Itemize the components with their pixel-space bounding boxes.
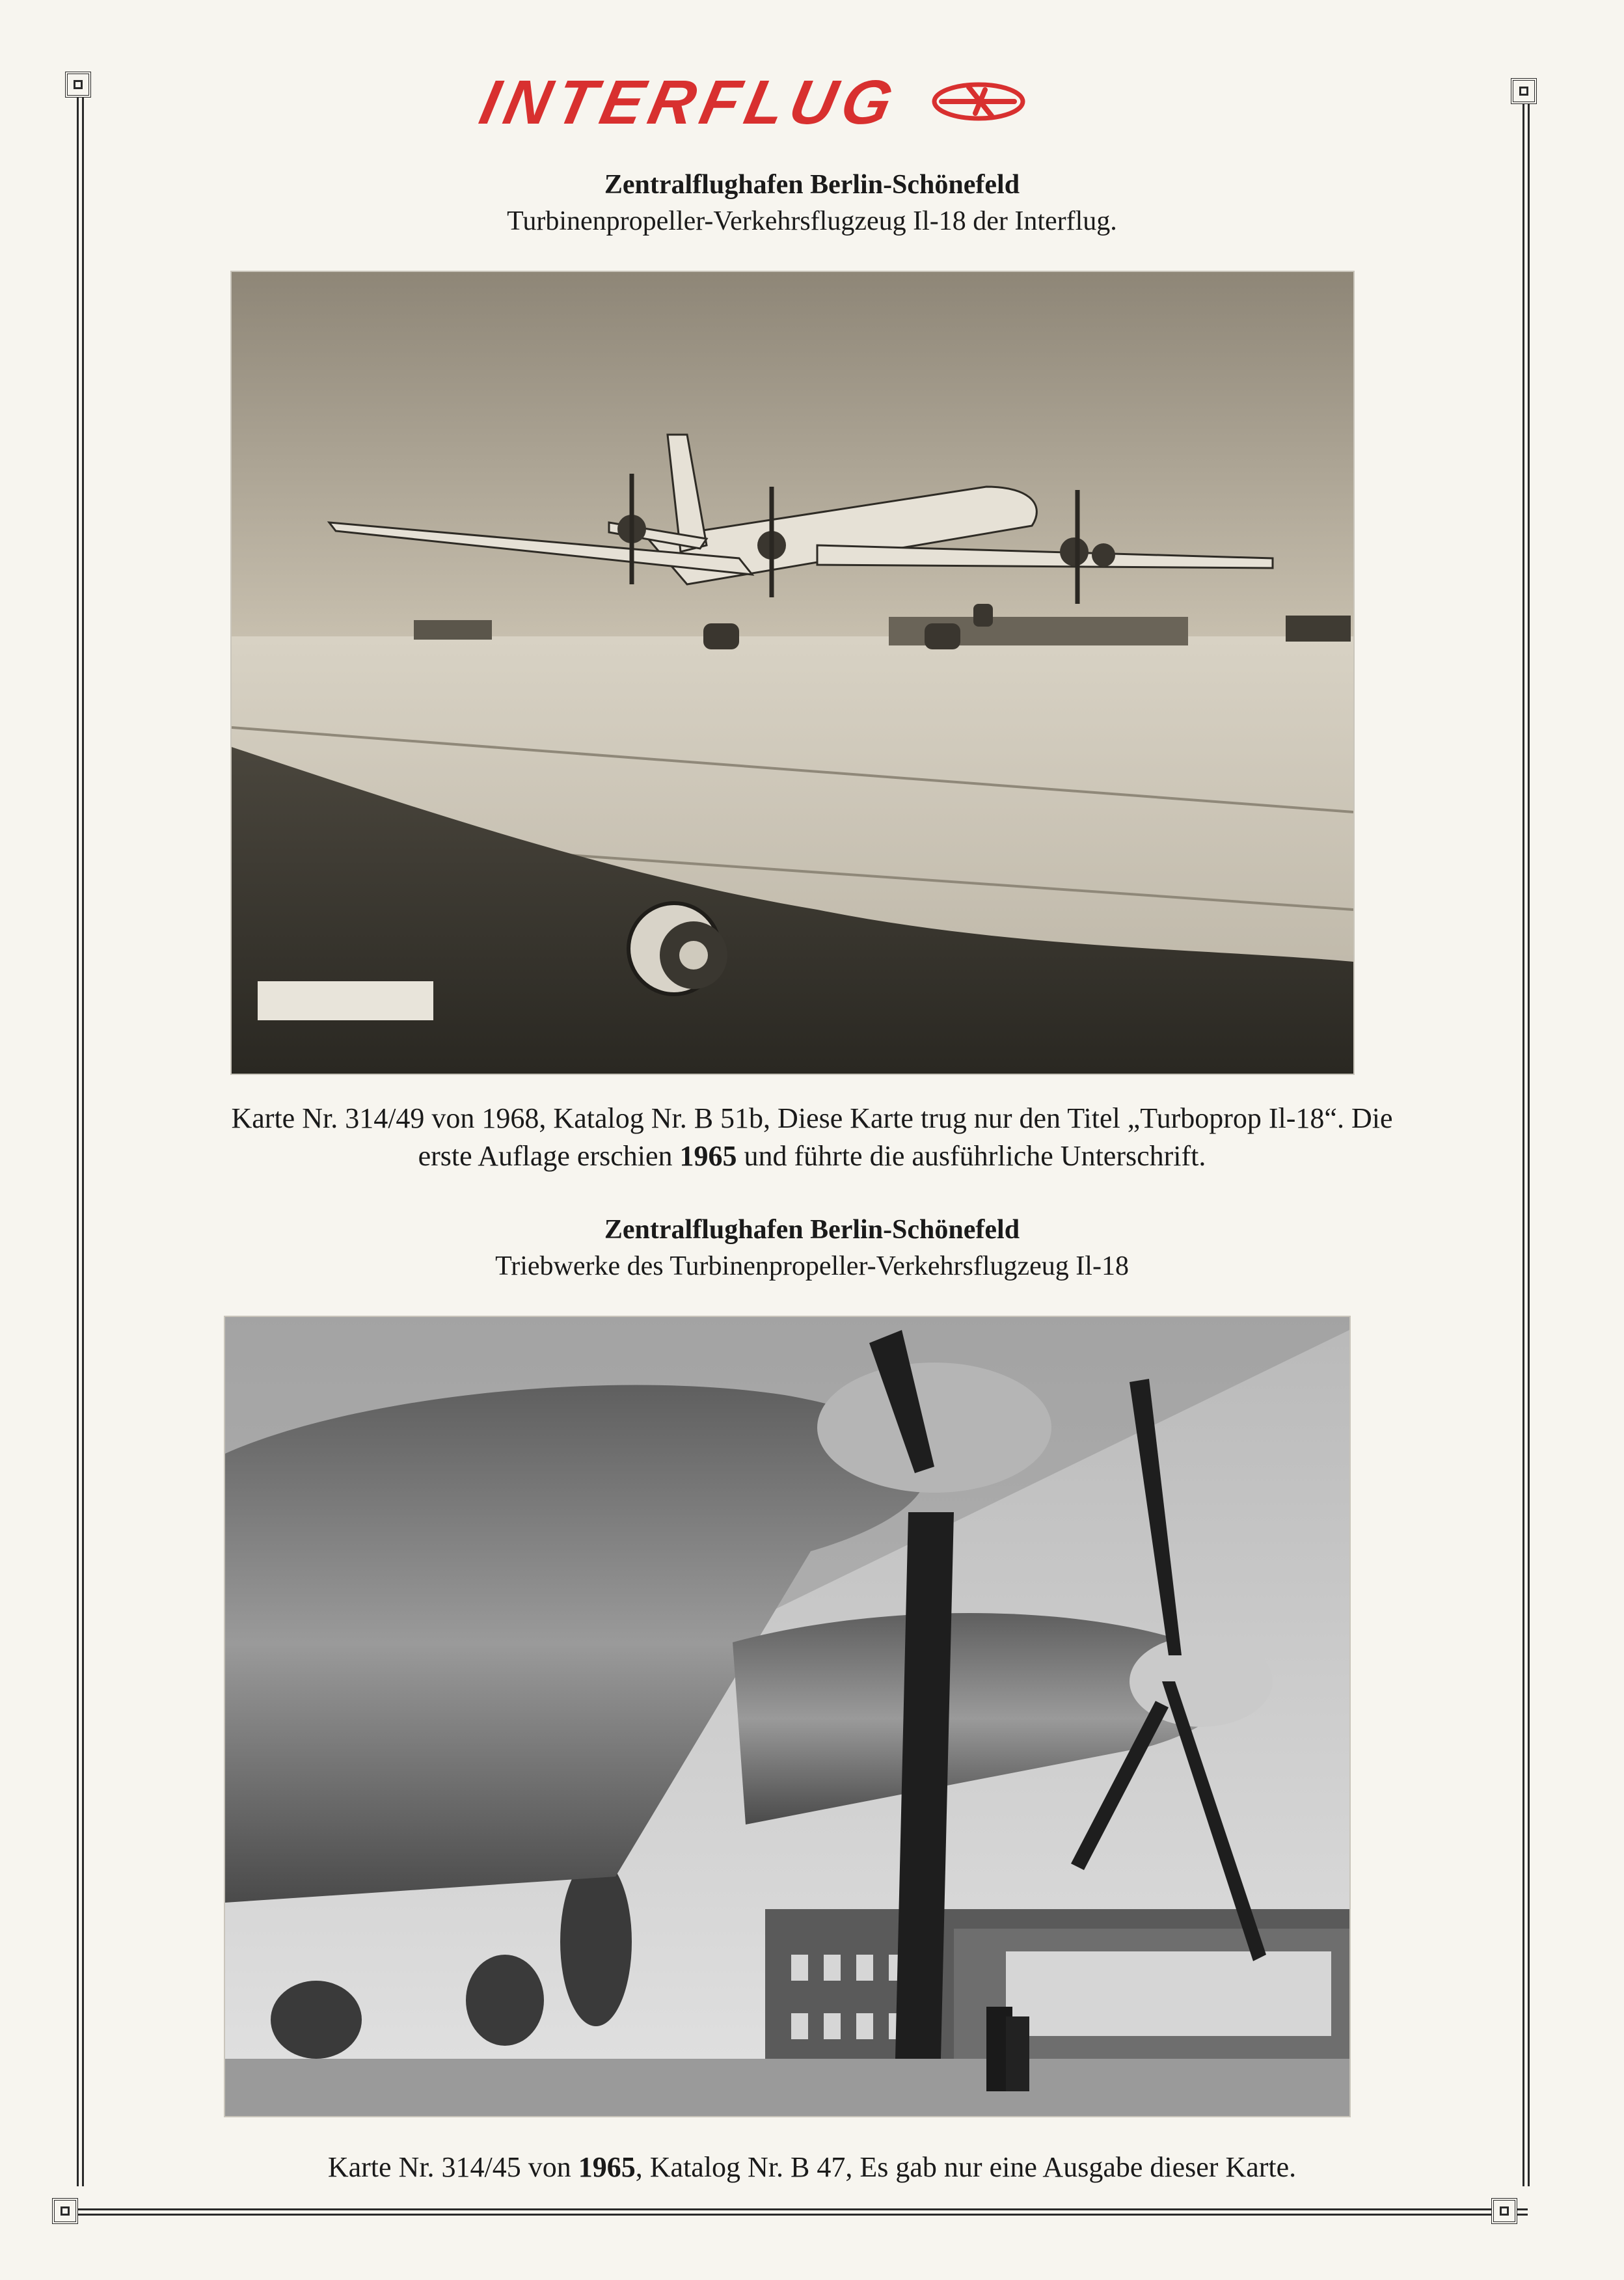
section1-note-part1: Karte Nr. 314/49 von 1968, Katalog Nr. B 51b, Diese Karte trug nur den Titel „Turboprop Il-18“. Die xyxy=(231,1102,1393,1134)
section1-note xyxy=(78,1100,1546,1175)
corner-ornament-top-right xyxy=(1511,78,1537,104)
section2-note-part2: , Katalog Nr. B 47, Es gab nur eine Ausgabe dieser Karte. xyxy=(635,2151,1297,2183)
frame-bottom-line-inner xyxy=(77,2214,1528,2216)
interflug-crane-icon xyxy=(930,75,1027,131)
corner-ornament-top-left xyxy=(65,72,91,98)
section2-note-part1: Karte Nr. 314/45 von xyxy=(327,2151,578,2183)
section1-title: Zentralflughafen Berlin-Schönefeld xyxy=(604,170,1020,200)
corner-ornament-bottom-right xyxy=(1491,2198,1517,2224)
frame-bottom-line xyxy=(77,2208,1528,2210)
interflug-logo xyxy=(474,68,1132,137)
brand-name: INTERFLUG xyxy=(474,68,905,137)
section2-note-year: 1965 xyxy=(578,2151,636,2183)
photo-il18-engines xyxy=(225,1317,1349,2116)
section2-subtitle: Triebwerke des Turbinenpropeller-Verkehrsflugzeug Il-18 xyxy=(495,1251,1129,1281)
section2-note xyxy=(78,2149,1546,2186)
section2-caption xyxy=(0,1212,1624,1284)
section1-subtitle: Turbinenpropeller-Verkehrsflugzeug Il-18 der Interflug. xyxy=(507,206,1117,236)
section1-note-part2: erste Auflage erschien xyxy=(418,1140,680,1172)
section2-title: Zentralflughafen Berlin-Schönefeld xyxy=(604,1215,1020,1245)
section1-note-part3: und führte die ausführliche Unterschrift. xyxy=(737,1140,1206,1172)
section1-caption xyxy=(0,167,1624,239)
section1-note-year: 1965 xyxy=(679,1140,737,1172)
photo-il18-landing xyxy=(232,272,1353,1074)
corner-ornament-bottom-left xyxy=(52,2198,78,2224)
